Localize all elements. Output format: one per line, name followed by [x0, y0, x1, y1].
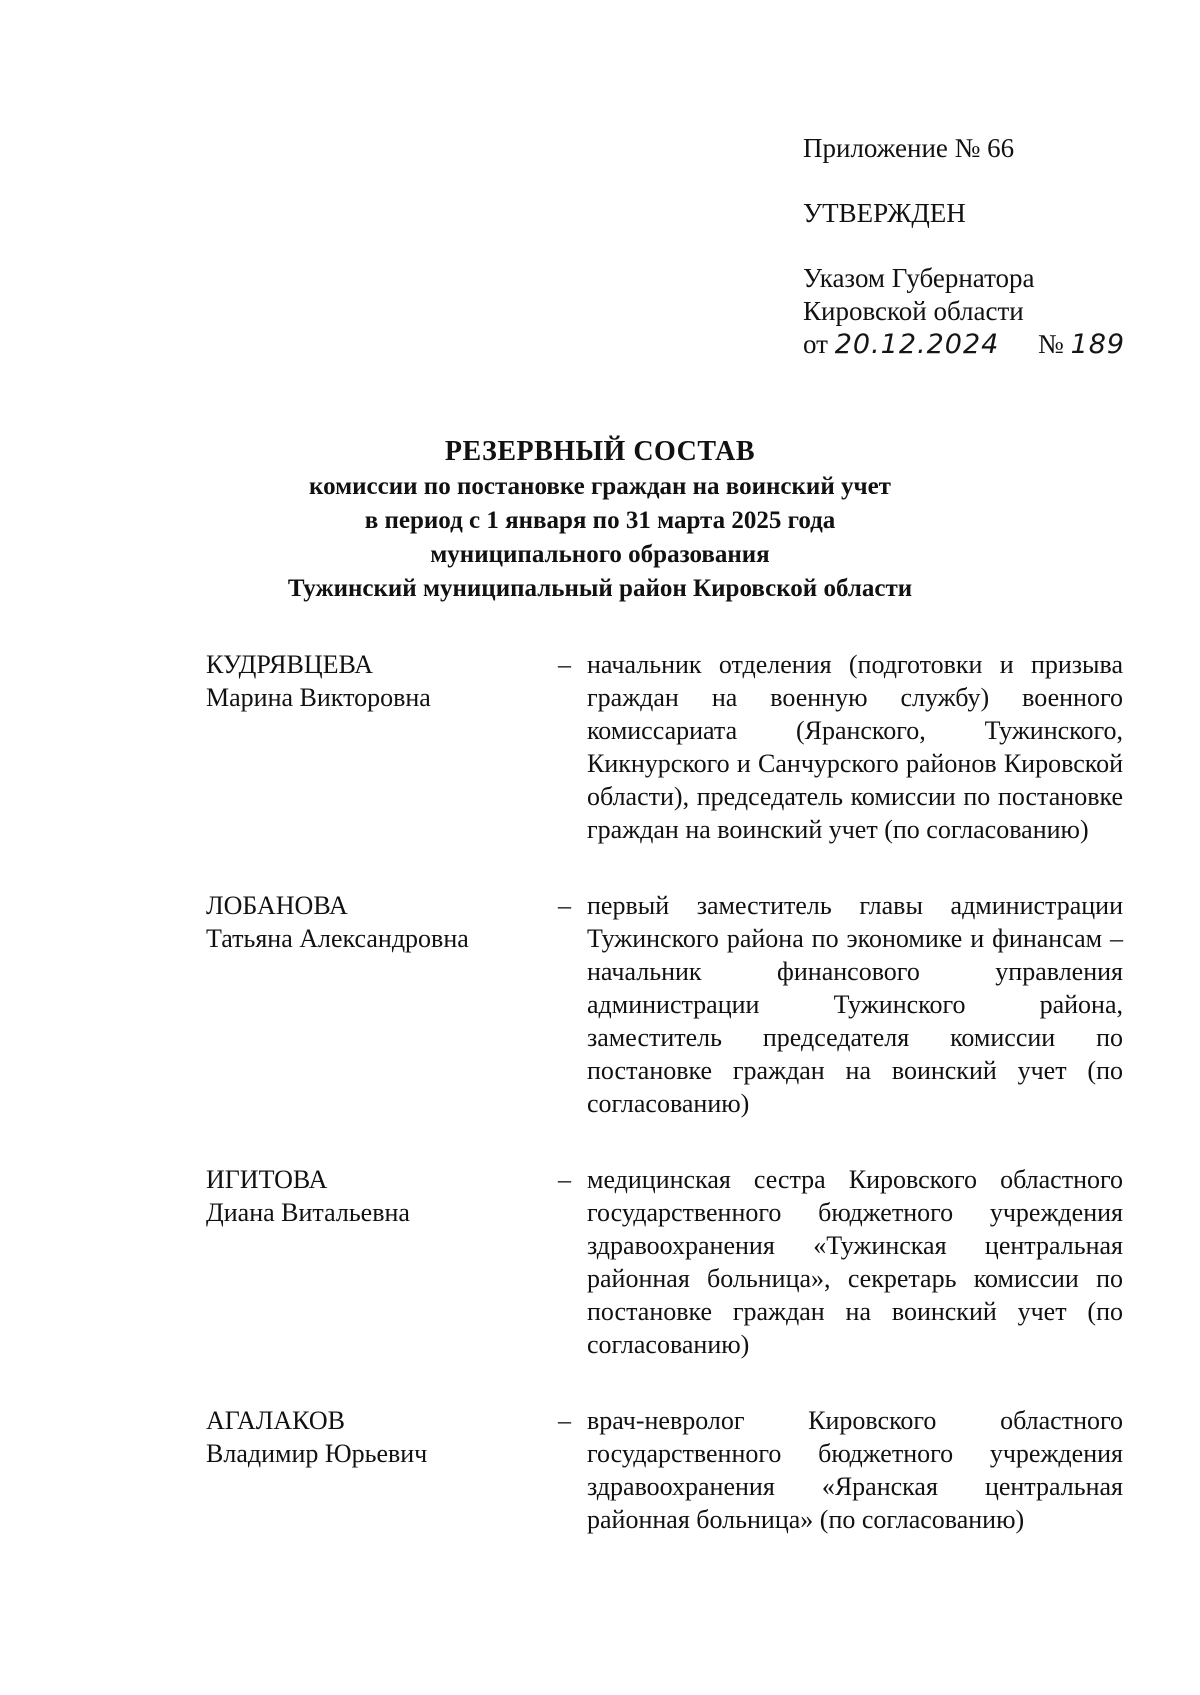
document-title [0, 434, 1200, 606]
approved-by-line2: Кировской области [803, 296, 1024, 326]
member-role: врач-невролог Кировского областного государственного бюджетного учреждения здравоохранения «Яранская центральная районная больница» (по согласованию) [587, 1406, 1123, 1534]
member-given-name: Владимир Юрьевич [206, 1439, 428, 1468]
title-line-2: в период с 1 января по 31 марта 2025 года [364, 507, 836, 534]
member-entry [206, 648, 1126, 846]
member-role: начальник отделения (подготовки и призыва граждан на военную службу) военного комиссариата (Яранского, Тужинского, Кикнурского и Санчурского районов Кировской области), председатель комиссии по постановке граждан на воинский учет (по согласованию) [587, 650, 1123, 844]
member-surname: ИГИТОВА [206, 1165, 328, 1194]
title-line-3: муниципального образования [430, 541, 770, 568]
handwritten-date: 20.12.2024 [834, 329, 1000, 360]
decree-date-number [803, 328, 1163, 361]
title-main: РЕЗЕРВНЫЙ СОСТАВ [444, 436, 756, 467]
title-line-1: комиссии по постановке граждан на воинский учет [309, 473, 891, 500]
member-dash: – [558, 650, 571, 679]
members-list [206, 648, 1126, 1536]
number-prefix: № [1038, 329, 1064, 359]
member-entry [206, 889, 1126, 1120]
member-entry [206, 1404, 1126, 1536]
member-dash: – [558, 1165, 571, 1194]
member-name [206, 1404, 536, 1470]
member-surname: КУДРЯВЦЕВА [206, 650, 373, 679]
approved-label: УТВЕРЖДЕН [803, 198, 966, 228]
handwritten-number: 189 [1070, 329, 1126, 360]
approved-by-line1: Указом Губернатора [803, 263, 1035, 293]
member-name [206, 648, 536, 714]
member-surname: АГАЛАКОВ [206, 1406, 345, 1435]
member-role: медицинская сестра Кировского областного государственного бюджетного учреждения здравоохранения «Тужинская центральная районная больница», секретарь комиссии по постановке граждан на воинский учет (по согласованию) [587, 1165, 1123, 1359]
member-name [206, 1163, 536, 1229]
member-given-name: Диана Витальевна [206, 1198, 410, 1227]
member-given-name: Марина Викторовна [206, 683, 431, 712]
member-name [206, 889, 536, 955]
appendix-number: Приложение № 66 [803, 133, 1015, 163]
member-dash: – [558, 1406, 571, 1435]
title-line-4: Тужинский муниципальный район Кировской области [287, 575, 913, 602]
member-role: первый заместитель главы администрации Тужинского района по экономике и финансам – начальник финансового управления администрации Тужинского района, заместитель председателя комиссии по постановке граждан на воинский учет (по согласованию) [587, 891, 1123, 1118]
member-entry [206, 1163, 1126, 1361]
member-surname: ЛОБАНОВА [206, 891, 348, 920]
date-prefix: от [803, 329, 828, 359]
member-given-name: Татьяна Александровна [206, 924, 469, 953]
approval-block [803, 132, 1163, 361]
member-dash: – [558, 891, 571, 920]
